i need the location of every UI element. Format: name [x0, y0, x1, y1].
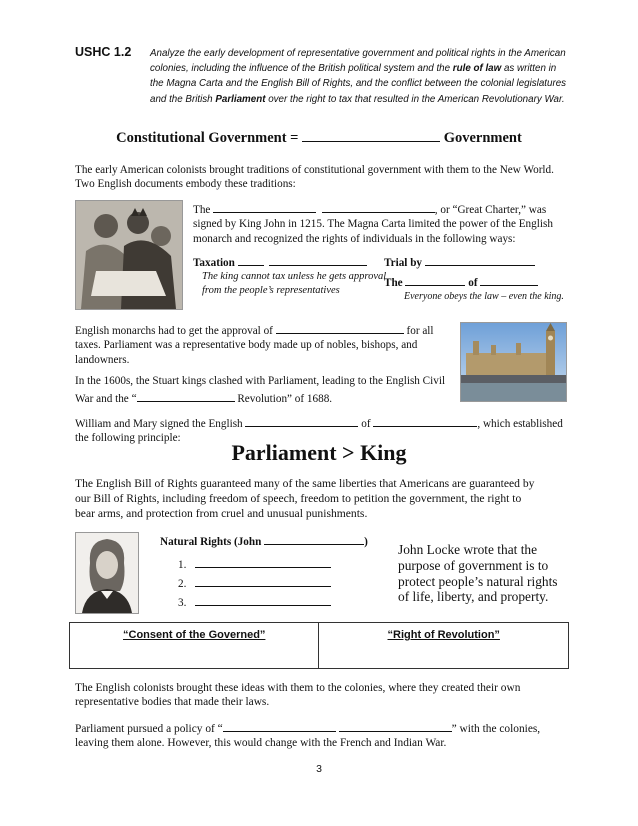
locke-quote: John Locke wrote that the purpose of government is to protect people’s natural rights of life, liberty, and property. — [398, 542, 558, 605]
parliament-image — [460, 322, 567, 402]
natural-rights-list — [178, 556, 331, 613]
blank-line — [245, 415, 358, 427]
stuart-paragraph: In the 1600s, the Stuart kings clashed with Parliament, leading to the English Civil War and the “ Revolution” of 1688. — [75, 375, 446, 406]
blank-line — [264, 533, 364, 545]
principle-heading: Parliament > King — [231, 440, 407, 465]
list-item: 1. — [178, 556, 331, 575]
blank-line — [238, 254, 264, 266]
parliament-paragraph: English monarchs had to get the approval of for all taxes. Parliament was a representative body made up of nobles, bishops, and landowners. — [75, 322, 445, 367]
blank-line — [223, 720, 336, 732]
magna-carta-image — [75, 200, 183, 310]
bill-of-rights-paragraph: The English Bill of Rights guaranteed many of the same liberties that Americans are guaranteed by our Bill of Rights, including freedom of speech, freedom to petition the government, the right to bear arms, and protection from cruel and unusual punishments. — [75, 477, 535, 520]
blank-line — [276, 322, 404, 334]
rule-of-law-label: The of — [384, 274, 538, 290]
blank-line — [405, 274, 465, 286]
blank-line — [322, 201, 435, 213]
blank-line — [195, 594, 331, 606]
blank-line — [425, 254, 535, 266]
taxation-label: Taxation — [193, 254, 367, 270]
policy-paragraph: Parliament pursued a policy of “ ” with the colonies, leaving them alone. However, this would change with the French and Indian War. — [75, 720, 575, 751]
intro-paragraph: The early American colonists brought traditions of constitutional government with them to the New World. Two English documents embody these traditions: — [75, 164, 554, 191]
blank-line — [269, 254, 367, 266]
blank-line — [137, 390, 235, 402]
colonies-paragraph: The English colonists brought these ideas with them to the colonies, where they created their own representative bodies that made their laws. — [75, 682, 521, 709]
blank-line — [480, 274, 538, 286]
natural-rights-label: Natural Rights (John ) — [160, 533, 368, 549]
list-item: 3. — [178, 594, 331, 613]
concepts-table — [69, 622, 569, 669]
revolution-header: “Right of Revolution” — [387, 629, 500, 641]
list-item: 2. — [178, 575, 331, 594]
consent-cell[interactable] — [70, 623, 319, 669]
john-locke-image — [75, 532, 139, 614]
standard-description: Analyze the early development of representative government and political rights in the American colonies, including the influence of the British political system and the rule of law as written in the Magna Carta and the English Bill of Rights, and the conflict between the colonial legislatures and the British Parliament over the right to tax that resulted in the American Revolutionary War. — [150, 48, 567, 105]
law-note: Everyone obeys the law – even the king. — [404, 291, 564, 302]
blank-line — [339, 720, 452, 732]
blank-line — [213, 201, 316, 213]
page-number: 3 — [316, 763, 322, 775]
section-heading: Constitutional Government = Government — [116, 130, 522, 146]
standard-code: USHC 1.2 — [75, 45, 132, 59]
revolution-cell[interactable] — [319, 623, 569, 669]
trial-label: Trial by — [384, 254, 535, 270]
william-mary-paragraph: William and Mary signed the English of , which established the following principle: — [75, 415, 575, 446]
magna-carta-paragraph: The , or “Great Charter,” was signed by King John in 1215. The Magna Carta limited the power of the English monarch and recognized the rights of individuals in the following ways: — [193, 201, 563, 246]
blank-line — [195, 575, 331, 587]
blank-line — [302, 130, 440, 142]
blank-line — [373, 415, 477, 427]
taxation-note: The king cannot tax unless he gets approval from the people’s representatives — [202, 271, 387, 296]
blank-line — [195, 556, 331, 568]
consent-header: “Consent of the Governed” — [123, 629, 266, 641]
